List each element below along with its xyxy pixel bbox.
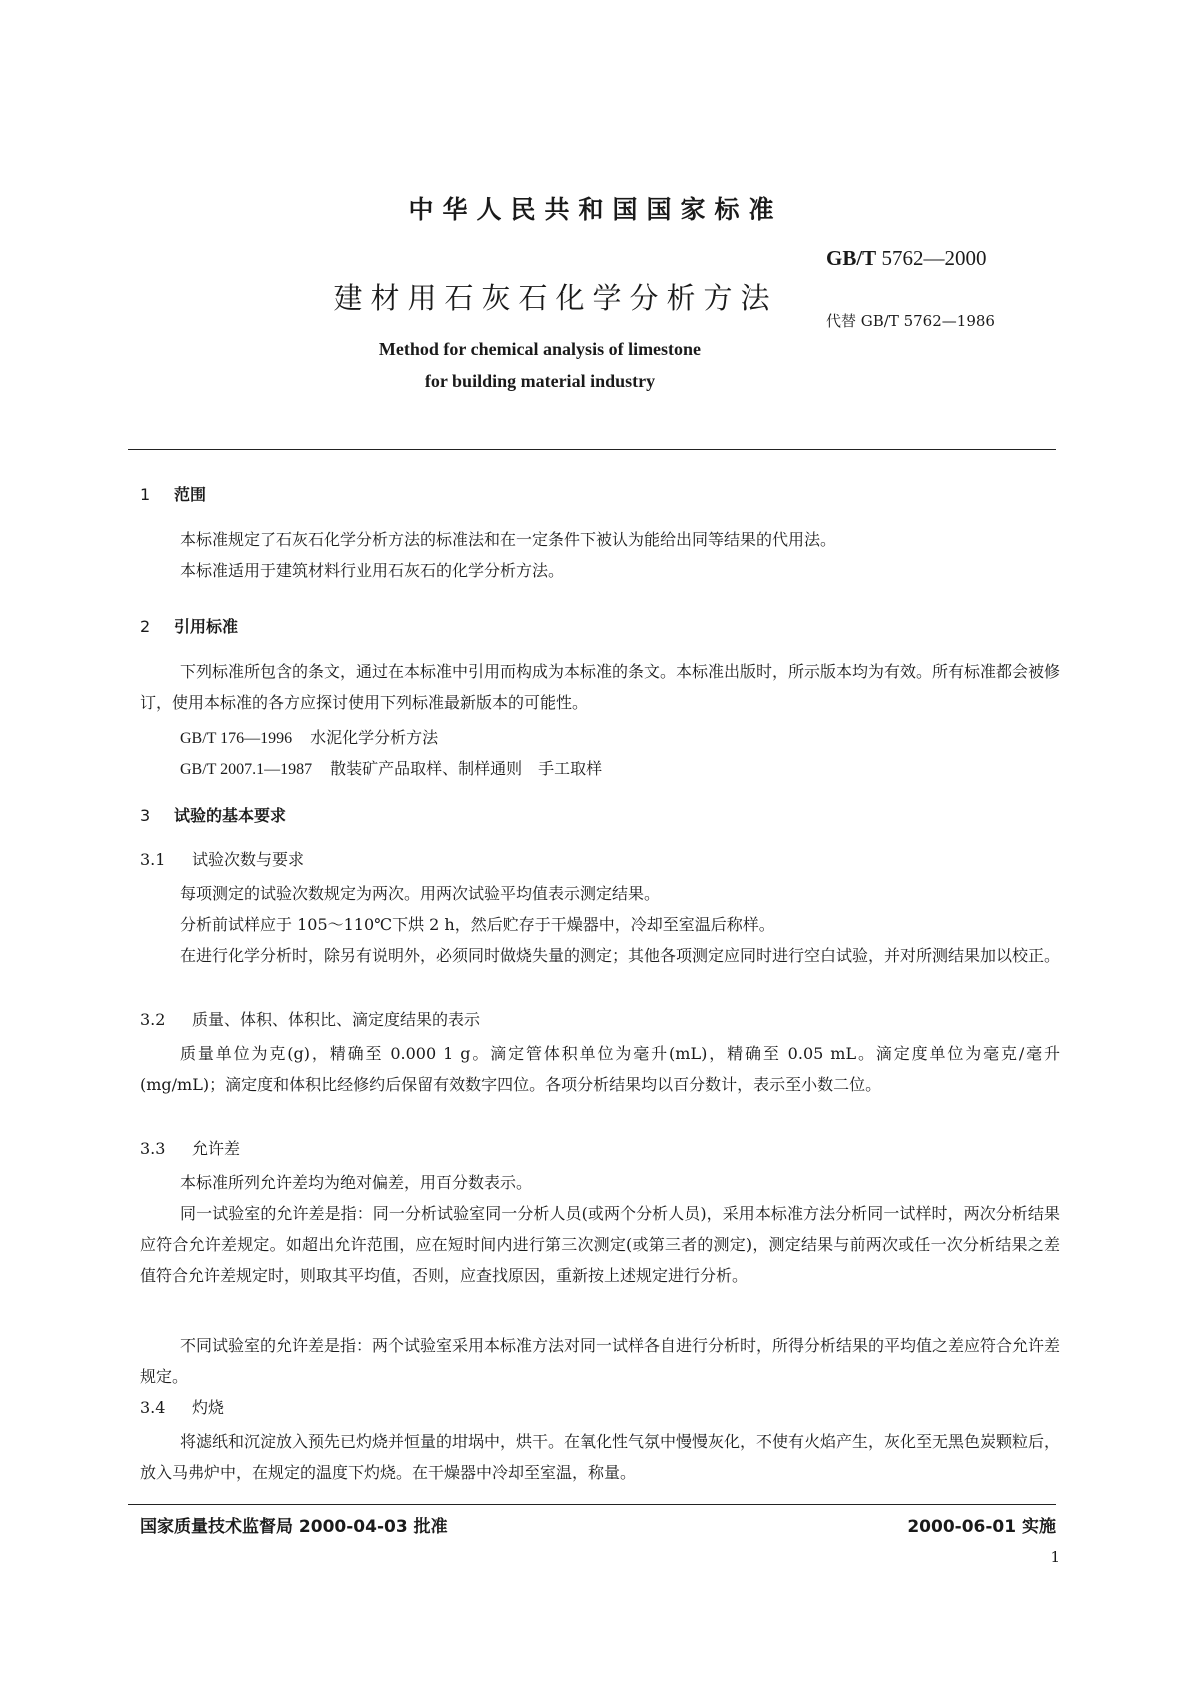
section-3-3-heading	[140, 1136, 240, 1159]
title-english-line2: for building material industry	[424, 371, 656, 391]
replaces-standard: 代替 GB/T 5762—1986	[826, 312, 995, 330]
section-3-title: 试验的基本要求	[174, 806, 287, 825]
section-3-3-paragraph-3: 不同试验室的允许差是指：两个试验室采用本标准方法对同一试样各自进行分析时，所得分析结果的平均值之差应符合允许差规定。	[140, 1336, 1061, 1386]
section-1-paragraph-2: 本标准适用于建筑材料行业用石灰石的化学分析方法。	[180, 561, 565, 580]
title-chinese: 建材用石灰石化学分析方法	[333, 281, 778, 315]
section-3-4-number: 3.4	[140, 1398, 166, 1417]
section-3-3-number: 3.3	[140, 1139, 166, 1158]
title-english	[0, 333, 1080, 397]
reference-title: 水泥化学分析方法	[310, 728, 439, 747]
section-3-1-paragraph-2: 分析前试样应于 105～110℃下烘 2 h，然后贮存于干燥器中，冷却至室温后称样。	[180, 915, 775, 934]
section-3-4-heading	[140, 1395, 224, 1418]
section-3-4-title: 灼烧	[192, 1398, 225, 1417]
section-3-3-paragraph-2: 同一试验室的允许差是指：同一分析试验室同一分析人员(或两个分析人员)，采用本标准方法分析同一试样时，两次分析结果应符合允许差规定。如超出允许范围，应在短时间内进行第三次测定(或第三者的测定)，测定结果与前两次或任一次分析结果之差值符合允许差规定时，则取其平均值，否则，应查找原因，重新按上述规定进行分析。	[140, 1204, 1060, 1285]
section-3-4-paragraph-1: 将滤纸和沉淀放入预先已灼烧并恒量的坩埚中，烘干。在氧化性气氛中慢慢灰化，不使有火焰产生，灰化至无黑色炭颗粒后，放入马弗炉中，在规定的温度下灼烧。在干燥器中冷却至室温，称量。	[140, 1432, 1061, 1482]
section-2-heading	[140, 614, 238, 637]
implementation-date: 2000-06-01 实施	[907, 1517, 1056, 1537]
section-3-2-title: 质量、体积、体积比、滴定度结果的表示	[192, 1010, 481, 1029]
section-1-number: 1	[140, 485, 151, 504]
section-3-1-paragraph-3: 在进行化学分析时，除另有说明外，必须同时做烧失量的测定；其他各项测定应同时进行空白试验，并对所测结果加以校正。	[180, 946, 1061, 965]
reference-title: 散装矿产品取样、制样通则 手工取样	[330, 759, 603, 778]
standard-prefix: GB/T	[826, 246, 877, 270]
section-3-2-heading	[140, 1007, 480, 1030]
page-number: 1	[1050, 1548, 1060, 1566]
section-2-title: 引用标准	[174, 617, 239, 636]
section-3-number: 3	[140, 806, 151, 825]
section-2-paragraph-1: 下列标准所包含的条文，通过在本标准中引用而构成为本标准的条文。本标准出版时，所示版本均为有效。所有标准都会被修订，使用本标准的各方应探讨使用下列标准最新版本的可能性。	[140, 662, 1061, 712]
reference-code: GB/T 176—1996	[180, 730, 293, 747]
section-3-2-number: 3.2	[140, 1010, 166, 1029]
section-1-title: 范围	[174, 485, 207, 504]
reference-item	[180, 756, 602, 779]
standard-number	[826, 246, 986, 271]
section-3-1-number: 3.1	[140, 850, 166, 869]
section-3-3-paragraph-1: 本标准所列允许差均为绝对偏差，用百分数表示。	[180, 1173, 533, 1192]
section-3-1-title: 试验次数与要求	[192, 850, 305, 869]
standard-number-value: 5762—2000	[881, 246, 987, 270]
footer-rule	[128, 1504, 1056, 1505]
standard-name: 中华人民共和国国家标准	[408, 195, 783, 224]
section-3-1-heading	[140, 847, 304, 870]
approval-date: 国家质量技术监督局 2000-04-03 批准	[140, 1517, 448, 1537]
title-english-line1: Method for chemical analysis of limestone	[378, 339, 702, 359]
reference-code: GB/T 2007.1—1987	[180, 761, 313, 778]
section-3-1-paragraph-1: 每项测定的试验次数规定为两次。用两次试验平均值表示测定结果。	[180, 884, 661, 903]
reference-item	[180, 725, 438, 748]
section-3-heading	[140, 803, 286, 826]
section-1-paragraph-1: 本标准规定了石灰石化学分析方法的标准法和在一定条件下被认为能给出同等结果的代用法。	[180, 530, 837, 549]
section-2-number: 2	[140, 617, 151, 636]
section-1-heading	[140, 482, 206, 505]
section-3-2-paragraph-1: 质量单位为克(g)，精确至 0.000 1 g。滴定管体积单位为毫升(mL)，精确至 0.05 mL。滴定度单位为毫克/毫升(mg/mL)；滴定度和体积比经修约后保留有效数字四位。各项分析结果均以百分数计，表示至小数二位。	[140, 1044, 1060, 1094]
header-rule	[128, 449, 1056, 450]
section-3-3-title: 允许差	[192, 1139, 241, 1158]
